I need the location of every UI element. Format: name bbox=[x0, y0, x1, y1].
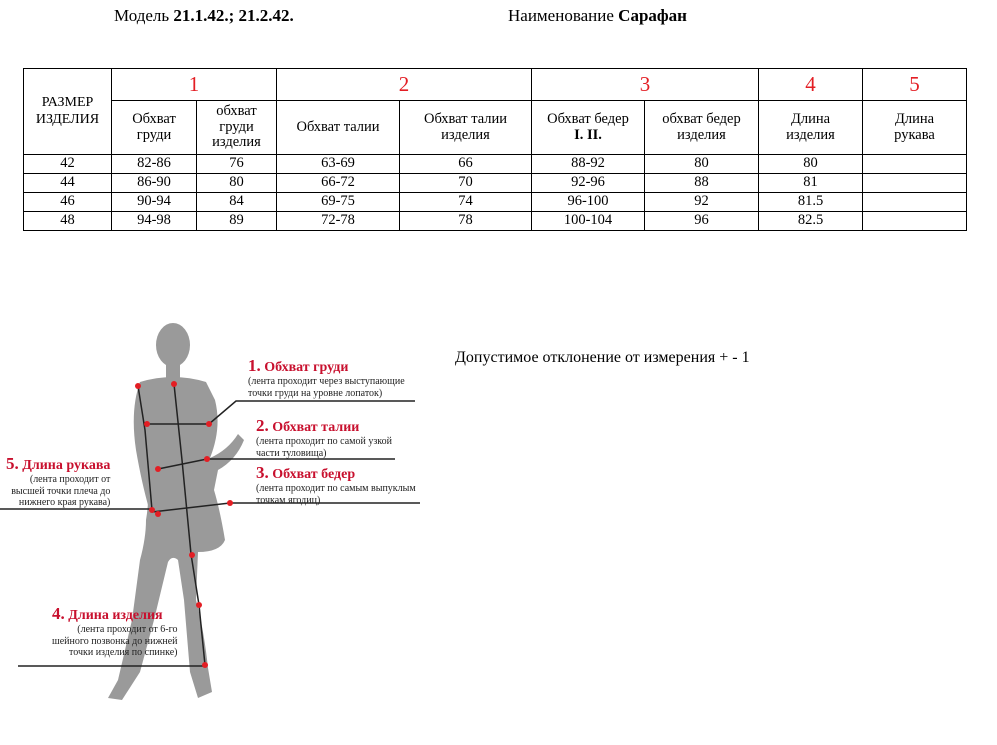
size-cell: 46 bbox=[24, 193, 112, 212]
label-garment-length: 4. Длина изделия (лента проходит от 6-го шейного позвонка до нижней точки изделия по спинке) bbox=[52, 604, 178, 658]
column-header-5: Обхват бедер I. II. bbox=[532, 101, 645, 155]
size-column-header: РАЗМЕР ИЗДЕЛИЯ bbox=[24, 69, 112, 155]
table-cell: 89 bbox=[197, 212, 277, 231]
measurement-figure bbox=[0, 300, 460, 720]
table-cell: 94-98 bbox=[112, 212, 197, 231]
table-cell: 100-104 bbox=[532, 212, 645, 231]
table-row bbox=[24, 212, 967, 231]
label-hips: 3. Обхват бедер (лента проходит по самым выпуклым точкам ягодиц) bbox=[256, 463, 416, 506]
group-2-header: 2 bbox=[277, 69, 532, 101]
table-cell bbox=[863, 212, 967, 231]
table-cell: 74 bbox=[400, 193, 532, 212]
table-cell: 76 bbox=[197, 155, 277, 174]
table-cell: 88 bbox=[645, 174, 759, 193]
model-label: Модель bbox=[114, 6, 170, 25]
table-cell: 80 bbox=[645, 155, 759, 174]
column-header-4: Обхват талии изделия bbox=[400, 101, 532, 155]
table-cell: 92 bbox=[645, 193, 759, 212]
product-name-value: Сарафан bbox=[618, 6, 687, 25]
product-name-label: Наименование bbox=[508, 6, 614, 25]
table-cell: 66 bbox=[400, 155, 532, 174]
table-cell: 80 bbox=[197, 174, 277, 193]
table-cell: 96-100 bbox=[532, 193, 645, 212]
group-5-header: 5 bbox=[863, 69, 967, 101]
table-cell: 63-69 bbox=[277, 155, 400, 174]
table-cell: 90-94 bbox=[112, 193, 197, 212]
table-cell: 81 bbox=[759, 174, 863, 193]
table-cell: 66-72 bbox=[277, 174, 400, 193]
label-chest: 1. Обхват груди (лента проходит через выступающие точки груди на уровне лопаток) bbox=[248, 356, 405, 399]
model-header bbox=[114, 6, 294, 26]
model-value: 21.1.42.; 21.2.42. bbox=[173, 6, 294, 25]
table-cell: 92-96 bbox=[532, 174, 645, 193]
table-cell: 84 bbox=[197, 193, 277, 212]
table-cell: 86-90 bbox=[112, 174, 197, 193]
table-cell: 80 bbox=[759, 155, 863, 174]
label-waist: 2. Обхват талии (лента проходит по самой узкой части туловища) bbox=[256, 416, 392, 459]
table-cell bbox=[863, 193, 967, 212]
size-cell: 48 bbox=[24, 212, 112, 231]
table-row bbox=[24, 193, 967, 212]
size-cell: 42 bbox=[24, 155, 112, 174]
group-4-header: 4 bbox=[759, 69, 863, 101]
column-header-6: обхват бедер изделия bbox=[645, 101, 759, 155]
table-cell: 82.5 bbox=[759, 212, 863, 231]
table-cell: 70 bbox=[400, 174, 532, 193]
table-cell: 69-75 bbox=[277, 193, 400, 212]
column-header-8: Длина рукава bbox=[863, 101, 967, 155]
table-cell: 78 bbox=[400, 212, 532, 231]
group-1-header: 1 bbox=[112, 69, 277, 101]
table-cell: 81.5 bbox=[759, 193, 863, 212]
column-header-7: Длина изделия bbox=[759, 101, 863, 155]
label-sleeve-length: 5. Длина рукава (лента проходит от высшей точки плеча до нижнего края рукава) bbox=[6, 454, 111, 508]
group-3-header: 3 bbox=[532, 69, 759, 101]
table-cell: 82-86 bbox=[112, 155, 197, 174]
size-cell: 44 bbox=[24, 174, 112, 193]
table-row bbox=[24, 174, 967, 193]
size-table bbox=[23, 68, 967, 231]
tolerance-note: Допустимое отклонение от измерения + - 1 bbox=[455, 349, 750, 366]
column-header-2: обхват груди изделия bbox=[197, 101, 277, 155]
table-cell: 96 bbox=[645, 212, 759, 231]
table-row bbox=[24, 155, 967, 174]
column-header-1: Обхват груди bbox=[112, 101, 197, 155]
product-name-header bbox=[508, 6, 687, 26]
table-cell: 72-78 bbox=[277, 212, 400, 231]
table-cell bbox=[863, 174, 967, 193]
table-cell bbox=[863, 155, 967, 174]
column-header-3: Обхват талии bbox=[277, 101, 400, 155]
table-cell: 88-92 bbox=[532, 155, 645, 174]
